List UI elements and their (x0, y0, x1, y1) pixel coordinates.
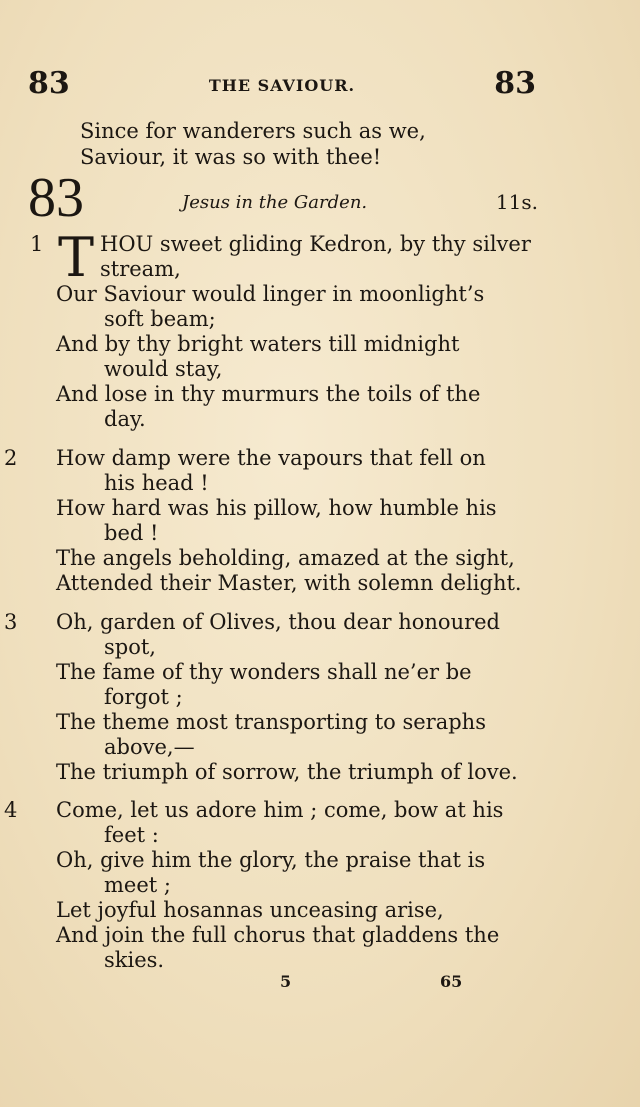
header-page-number-left: 83 (28, 66, 70, 101)
verse-number: 3 (4, 610, 18, 634)
verse-line-continuation: his head ! (104, 471, 209, 495)
verse-text: How damp were the vapours that fell on (56, 446, 486, 470)
verse-line: Attended their Master, with solemn delight. (56, 571, 522, 595)
verse-line-continuation: above,— (104, 735, 195, 759)
previous-line: Since for wanderers such as we, (80, 119, 426, 143)
verse-line-continuation: would stay, (104, 357, 223, 381)
signature-mark: 5 (280, 972, 292, 991)
verse-line: The angels beholding, amazed at the sight, (56, 546, 515, 570)
verse-3 (4, 610, 540, 785)
verse-line-continuation: forgot ; (104, 685, 183, 709)
previous-hymn-ending (80, 118, 426, 170)
previous-line: Saviour, it was so with thee! (80, 145, 382, 169)
hymn-meter: 11s. (495, 190, 538, 214)
verse-line: How hard was his pillow, how humble his (56, 496, 497, 520)
verse-1 (30, 226, 540, 432)
verse-text: Oh, garden of Olives, thou dear honoured (56, 610, 501, 634)
verse-line (4, 798, 540, 823)
verse-4 (4, 798, 540, 973)
header-page-number-right: 83 (494, 66, 536, 101)
verse-line: The fame of thy wonders shall ne’er be (56, 660, 472, 684)
verse-line: Our Saviour would linger in moonlight’s (56, 282, 485, 306)
hymn-number: 83 (28, 167, 84, 229)
verse-line-continuation: bed ! (104, 521, 159, 545)
verse-line-continuation: skies. (104, 948, 165, 972)
page-footer (0, 972, 640, 996)
verse-text: HOU sweet gliding Kedron, by thy silver (100, 232, 531, 256)
hymn-heading (28, 167, 538, 232)
verse-number: 1 (30, 232, 44, 256)
footer-page-number: 65 (440, 972, 463, 991)
verse-line-continuation: feet : (104, 823, 159, 847)
verse-line (4, 610, 540, 635)
header-title: THE SAVIOUR. (208, 76, 356, 95)
verse-line: And lose in thy murmurs the toils of the (56, 382, 481, 406)
verse-line: The triumph of sorrow, the triumph of love. (56, 760, 518, 784)
verse-line-continuation: soft beam; (104, 307, 216, 331)
hymn-title: Jesus in the Garden. (182, 192, 368, 213)
verse-line: Oh, give him the glory, the praise that is (56, 848, 486, 872)
verse-line: And by thy bright waters till midnight (56, 332, 460, 356)
verse-text: Come, let us adore him ; come, bow at his (56, 798, 504, 822)
verse-line-continuation: spot, (104, 635, 156, 659)
verse-line-continuation: stream, (100, 257, 181, 281)
verse-line-continuation: day. (104, 407, 146, 431)
verse-line: And join the full chorus that gladdens the (56, 923, 500, 947)
verse-line: The theme most transporting to seraphs (56, 710, 486, 734)
running-header (28, 66, 536, 102)
verse-line-continuation: meet ; (104, 873, 171, 897)
verse-number: 2 (4, 446, 18, 470)
verse-line: Let joyful hosannas unceasing arise, (56, 898, 444, 922)
verse-number: 4 (4, 798, 18, 822)
verse-line (4, 446, 540, 471)
verse-2 (4, 446, 540, 596)
drop-cap: T (58, 226, 95, 289)
